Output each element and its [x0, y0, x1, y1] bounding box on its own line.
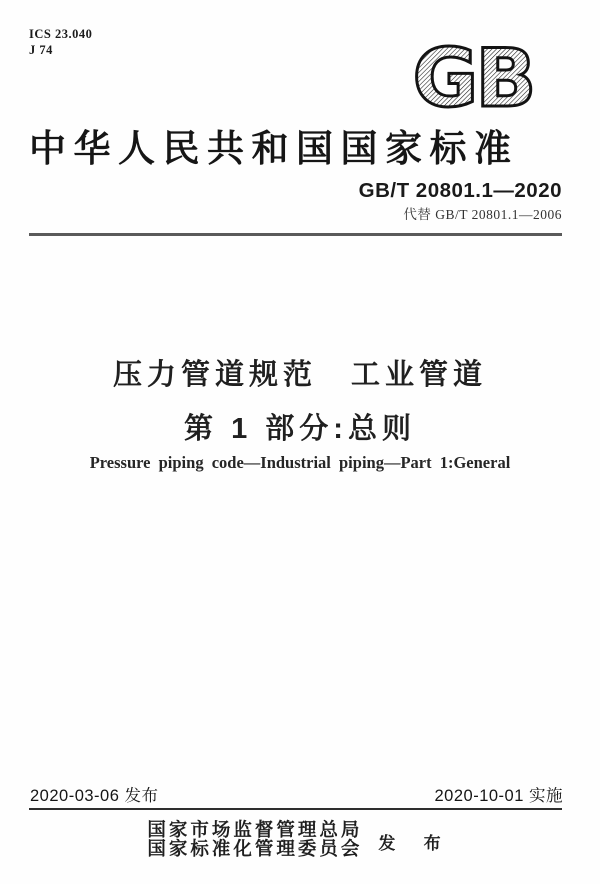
publisher-block	[0, 822, 600, 860]
title-line2: 第 1 部分:总则	[184, 413, 416, 445]
implementation-date: 2020-10-01 实施	[434, 787, 563, 805]
standard-number: GB/T 20801.1—2020	[358, 179, 562, 202]
title-line1: 压力管道规范 工业管道	[112, 359, 487, 391]
english-title: Pressure piping code—Industrial piping—Part 1:General	[89, 453, 511, 472]
classification-codes	[29, 26, 92, 58]
doc-class-code: J 74	[29, 43, 53, 57]
document-title	[0, 352, 600, 447]
publisher-names	[147, 822, 362, 860]
gb-logo	[398, 34, 548, 116]
gb-logo-text: GB	[412, 34, 534, 116]
publisher-line2: 国家标准化管理委员会	[147, 840, 363, 860]
dates-row	[30, 782, 563, 806]
national-standard-title: 中华人民共和国国家标准	[29, 129, 519, 170]
gb-logo-graphic	[398, 34, 548, 116]
header-divider	[29, 233, 562, 236]
publisher-line1: 国家市场监督管理总局	[147, 821, 363, 841]
footer-divider	[29, 808, 562, 810]
publish-label: 发 布	[378, 833, 453, 853]
ics-code: ICS 23.040	[29, 27, 93, 41]
replaces-note: 代替 GB/T 20801.1—2006	[403, 207, 562, 222]
issue-date: 2020-03-06 发布	[30, 787, 159, 805]
